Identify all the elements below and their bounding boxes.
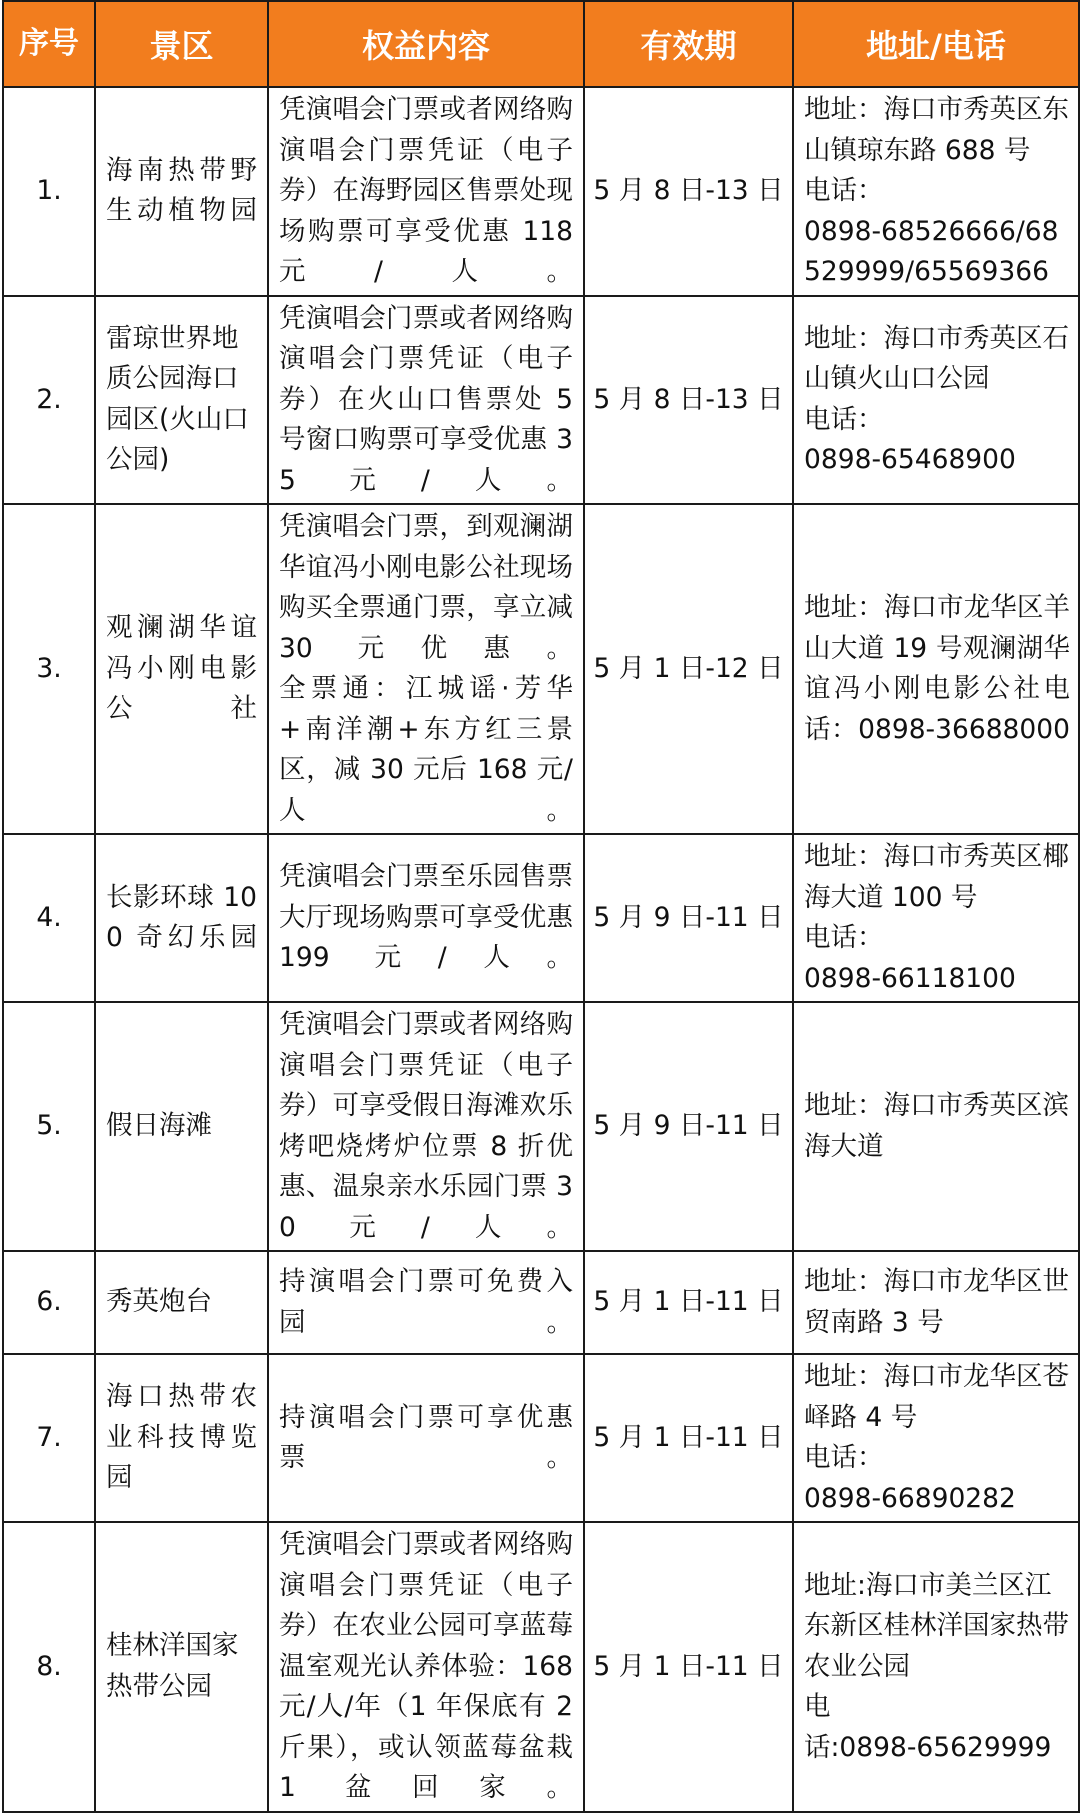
header-scenic: 景区 xyxy=(95,1,268,87)
phone-label: 电 xyxy=(804,1691,831,1722)
benefit-text: 凭演唱会门票或者网络购演唱会门票凭证（电子券）可享受假日海滩欢乐烤吧烧烤炉位票 8 折优惠、温泉亲水乐园门票 30 元/人。 xyxy=(268,1002,584,1251)
address-cell xyxy=(793,296,1079,505)
benefit-text: 持演唱会门票可免费入园。 xyxy=(268,1251,584,1354)
row-number: 4. xyxy=(3,834,95,1002)
address-cell xyxy=(793,834,1079,1002)
phone-number: 0898-66118100 xyxy=(804,962,1016,994)
scenic-name: 假日海滩 xyxy=(95,1002,268,1251)
phone-label: 电话： xyxy=(804,175,884,206)
table-row xyxy=(3,1522,1079,1812)
phone-number: 话:0898-65629999 xyxy=(804,1731,1052,1763)
benefit-text: 持演唱会门票可享优惠票。 xyxy=(268,1354,584,1522)
phone-number: 0898-65468900 xyxy=(804,444,1016,476)
row-number: 7. xyxy=(3,1354,95,1522)
scenic-name: 雷琼世界地质公园海口园区(火山口公园) xyxy=(95,296,268,505)
phone-label: 电话： xyxy=(804,922,884,953)
phone-number: 0898-68526666/68529999/65569366 xyxy=(804,215,1059,287)
validity-date: 5 月 9 日-11 日 xyxy=(584,1002,793,1251)
scenic-benefits-table xyxy=(2,0,1080,1813)
address-line: 地址：海口市秀英区东山镇琼东路 688 号 xyxy=(804,94,1069,166)
phone-label: 电话： xyxy=(804,1442,884,1473)
table-row xyxy=(3,504,1079,834)
table-row xyxy=(3,834,1079,1002)
validity-date: 5 月 8 日-13 日 xyxy=(584,87,793,296)
address-line: 地址:海口市美兰区江东新区桂林洋国家热带农业公园 xyxy=(804,1569,1069,1682)
address-line: 地址：海口市龙华区羊山大道 19 号观澜湖华谊冯小刚电影公社电话：0898-36688000 xyxy=(804,592,1070,745)
row-number: 8. xyxy=(3,1522,95,1812)
validity-date: 5 月 1 日-11 日 xyxy=(584,1251,793,1354)
validity-date: 5 月 1 日-12 日 xyxy=(584,504,793,834)
validity-date: 5 月 9 日-11 日 xyxy=(584,834,793,1002)
address-cell xyxy=(793,87,1079,296)
scenic-name: 观澜湖华谊冯小刚电影公社 xyxy=(95,504,268,834)
header-seq: 序号 xyxy=(3,1,95,87)
table-row xyxy=(3,296,1079,505)
address-line: 地址：海口市秀英区石山镇火山口公园 xyxy=(804,322,1069,395)
phone-label: 电话： xyxy=(804,403,884,435)
address-cell xyxy=(793,1251,1079,1354)
phone-number: 0898-66890282 xyxy=(804,1482,1016,1514)
address-cell xyxy=(793,1522,1079,1812)
validity-date: 5 月 1 日-11 日 xyxy=(584,1522,793,1812)
address-line: 地址：海口市龙华区苍峄路 4 号 xyxy=(804,1361,1069,1433)
validity-date: 5 月 1 日-11 日 xyxy=(584,1354,793,1522)
address-line: 地址：海口市秀英区滨海大道 xyxy=(804,1090,1069,1162)
address-cell xyxy=(793,504,1079,834)
benefit-text: 凭演唱会门票或者网络购演唱会门票凭证（电子券）在火山口售票处 5 号窗口购票可享受优惠 35 元/人。 xyxy=(268,296,584,505)
benefit-cell xyxy=(268,504,584,834)
address-cell xyxy=(793,1002,1079,1251)
address-cell xyxy=(793,1354,1079,1522)
benefit-text: 凭演唱会门票，到观澜湖华谊冯小刚电影公社现场购买全票通门票，享立减 30 元优惠。 xyxy=(279,511,573,664)
table-row xyxy=(3,87,1079,296)
benefit-note: 全票通：江城谣·芳华+南洋潮+东方红三景区，减 30 元后 168 元/人。 xyxy=(279,673,573,826)
row-number: 6. xyxy=(3,1251,95,1354)
address-line: 地址：海口市龙华区世贸南路 3 号 xyxy=(804,1266,1069,1338)
scenic-name: 海口热带农业科技博览园 xyxy=(95,1354,268,1522)
benefit-text: 凭演唱会门票至乐园售票大厅现场购票可享受优惠 199 元/人。 xyxy=(268,834,584,1002)
row-number: 1. xyxy=(3,87,95,296)
row-number: 5. xyxy=(3,1002,95,1251)
scenic-name: 秀英炮台 xyxy=(95,1251,268,1354)
scenic-name: 海南热带野生动植物园 xyxy=(95,87,268,296)
row-number: 2. xyxy=(3,296,95,505)
table-row xyxy=(3,1354,1079,1522)
header-address: 地址/电话 xyxy=(793,1,1079,87)
table-row xyxy=(3,1002,1079,1251)
address-line: 地址：海口市秀英区椰海大道 100 号 xyxy=(804,841,1069,913)
scenic-name: 长影环球 100 奇幻乐园 xyxy=(95,834,268,1002)
benefit-text: 凭演唱会门票或者网络购演唱会门票凭证（电子券）在海野园区售票处现场购票可享受优惠 118 元/人。 xyxy=(268,87,584,296)
benefit-text: 凭演唱会门票或者网络购演唱会门票凭证（电子券）在农业公园可享蓝莓温室观光认养体验：168 元/人/年（1 年保底有 2 斤果），或认领蓝莓盆栽 1 盆回家。 xyxy=(268,1522,584,1812)
table-row xyxy=(3,1251,1079,1354)
header-benefit: 权益内容 xyxy=(268,1,584,87)
table-header-row xyxy=(3,1,1079,87)
header-validity: 有效期 xyxy=(584,1,793,87)
scenic-name: 桂林洋国家热带公园 xyxy=(95,1522,268,1812)
row-number: 3. xyxy=(3,504,95,834)
validity-date: 5 月 8 日-13 日 xyxy=(584,296,793,505)
